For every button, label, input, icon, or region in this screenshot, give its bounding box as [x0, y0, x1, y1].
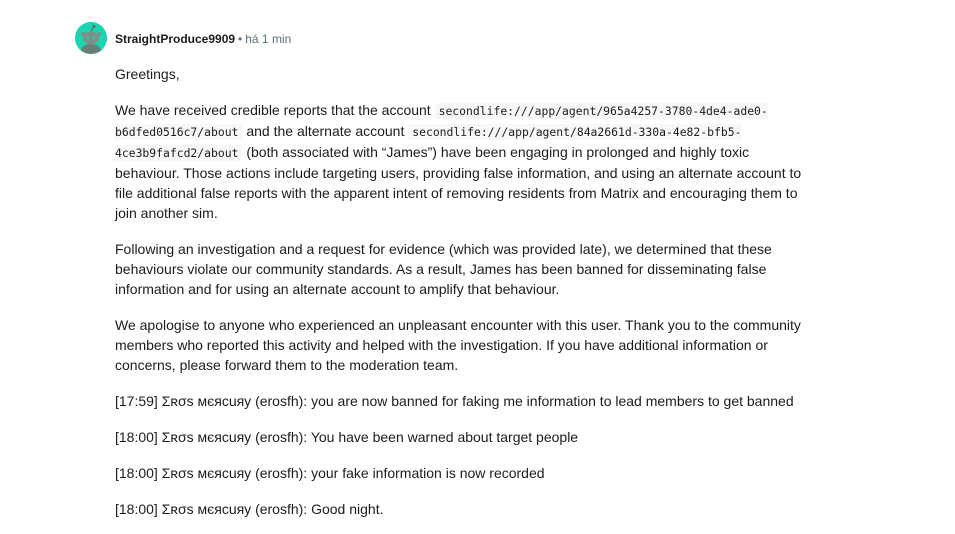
paragraph-text: We have received credible reports that the account [115, 102, 435, 118]
paragraph-report [115, 100, 815, 223]
paragraph-text: and the alternate account [242, 123, 409, 139]
alternate-account-link-code: secondlife:///app/agent/84a2661d-330a-4e82-bfb5-4ce3b9fafcd2/about [115, 125, 742, 160]
chat-log-line: [18:00] Σʀσѕ мєяcuяy (erosfh): You have been warned about target people [115, 429, 579, 445]
username-link[interactable]: StraightProduce9909 [115, 32, 236, 46]
snoo-avatar-icon [75, 22, 107, 54]
comment-body [115, 64, 815, 534]
chat-log-line: [18:00] Σʀσѕ мєяcuяy (erosfh): your fake information is now recorded [115, 465, 545, 481]
paragraph-investigation: Following an investigation and a request for evidence (which was provided late), we determined that these behaviours violate our community standards. As a result, James has been banned for disseminating false information and for using an alternate account to amplify that behaviour. [115, 241, 772, 297]
avatar[interactable] [75, 22, 107, 54]
paragraph-apology: We apologise to anyone who experienced an unpleasant encounter with this user. Thank you to the community members who reported this activity and helped with the investigation. If you have additional information or concerns, please forward them to the moderation team. [115, 317, 801, 373]
chat-log-line: [17:59] Σʀσѕ мєяcuяy (erosfh): you are now banned for faking me information to lead members to get banned [115, 393, 794, 409]
meta-separator: • [238, 32, 243, 46]
comment-meta [115, 31, 291, 47]
account-link-code: secondlife:///app/agent/965a4257-3780-4de4-ade0-b6dfed0516c7/about [115, 104, 768, 139]
paragraph-text: (both associated with “James”) have been engaging in prolonged and highly toxic behaviour. Those actions include targeting users, providing false information, and using an alternate account to file additional false reports with the apparent intent of removing residents from Matrix and encouraging them to join another sim. [115, 144, 802, 221]
chat-log-line: [18:00] Σʀσѕ мєяcuяy (erosfh): Good night. [115, 501, 384, 517]
timestamp[interactable]: há 1 min [245, 32, 292, 46]
greeting: Greetings, [115, 66, 180, 82]
